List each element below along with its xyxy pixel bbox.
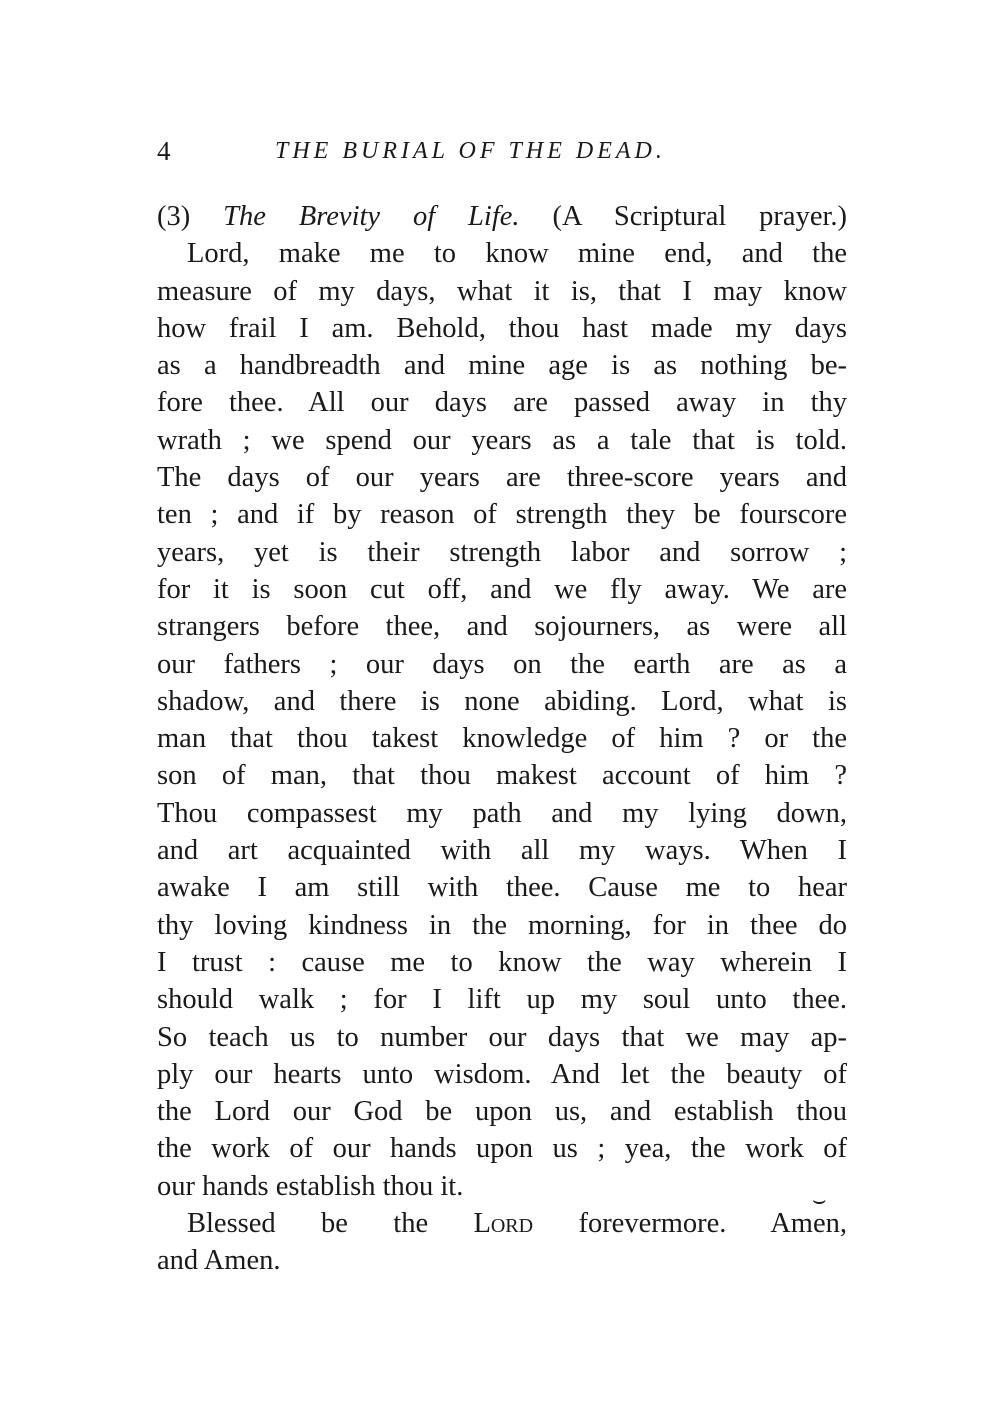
text-line: and art acquainted with all my ways. When I xyxy=(157,835,847,867)
text-line: I trust : cause me to know the way wherein I xyxy=(157,946,847,978)
text-line: our fathers ; our days on the earth are as a xyxy=(157,648,847,680)
amen-e-with-breve xyxy=(812,1187,827,1242)
text-line: So teach us to number our days that we may ap- xyxy=(157,1021,847,1053)
text-line: ply our hearts unto wisdom. And let the beauty of xyxy=(157,1058,847,1090)
section-number: (3) xyxy=(157,201,191,232)
text-line: son of man, that thou makest account of him ? xyxy=(157,760,847,792)
body-text xyxy=(157,198,847,1280)
page-header xyxy=(157,136,847,176)
text-line: man that thou takest knowledge of him ? or the xyxy=(157,723,847,755)
section-title: The Brevity of Life. xyxy=(223,201,520,232)
breve-mark-icon: ⌣ xyxy=(812,1187,827,1213)
amen-part-e: e xyxy=(812,1208,826,1240)
text-line: Lord, make me to know mine end, and the xyxy=(187,238,847,270)
text-line: strangers before thee, and sojourners, as were all xyxy=(157,611,847,643)
text-line: how frail I am. Behold, thou hast made my days xyxy=(157,312,847,344)
amen-part-a: Am xyxy=(770,1208,813,1240)
text-line: should walk ; for I lift up my soul unto thee. xyxy=(157,984,847,1016)
text-line: measure of my days, what it is, that I may know xyxy=(157,275,847,307)
text-line: Thou compassest my path and my lying down, xyxy=(157,797,847,829)
doxology-line xyxy=(157,1187,847,1242)
text-line: awake I am still with thee. Cause me to hear xyxy=(157,872,847,904)
text-line: for it is soon cut off, and we fly away. We are xyxy=(157,573,847,605)
doxology-part1: Blessed be the xyxy=(187,1208,429,1240)
section-heading xyxy=(157,198,847,235)
page-number: 4 xyxy=(157,136,171,166)
text-line: the work of our hands upon us ; yea, the work of xyxy=(157,1133,847,1165)
section-subtitle: (A Scriptural prayer.) xyxy=(552,201,848,232)
text-line: thy loving kindness in the morning, for in thee do xyxy=(157,909,847,941)
text-line: years, yet is their strength labor and sorrow ; xyxy=(157,536,847,568)
lord-small-caps: Lord xyxy=(473,1208,534,1240)
text-line: ten ; and if by reason of strength they be fourscore xyxy=(157,499,847,531)
text-line: wrath ; we spend our years as a tale that is told. xyxy=(157,424,847,456)
text-line: our hands establish thou it. xyxy=(157,1170,464,1202)
doxology-line-2: and Amen. xyxy=(157,1245,281,1277)
doxology-part2: forevermore. xyxy=(578,1208,727,1240)
text-line: fore thee. All our days are passed away in thy xyxy=(157,387,847,419)
text-line: shadow, and there is none abiding. Lord, what is xyxy=(157,685,847,717)
text-line: The days of our years are three-score years and xyxy=(157,462,847,494)
amen-part-b: n, xyxy=(825,1208,847,1240)
running-title: THE BURIAL OF THE DEAD. xyxy=(275,138,666,164)
text-line: as a handbreadth and mine age is as nothing be- xyxy=(157,350,847,382)
text-line: the Lord our God be upon us, and establish thou xyxy=(157,1096,847,1128)
amen-word xyxy=(770,1187,847,1240)
